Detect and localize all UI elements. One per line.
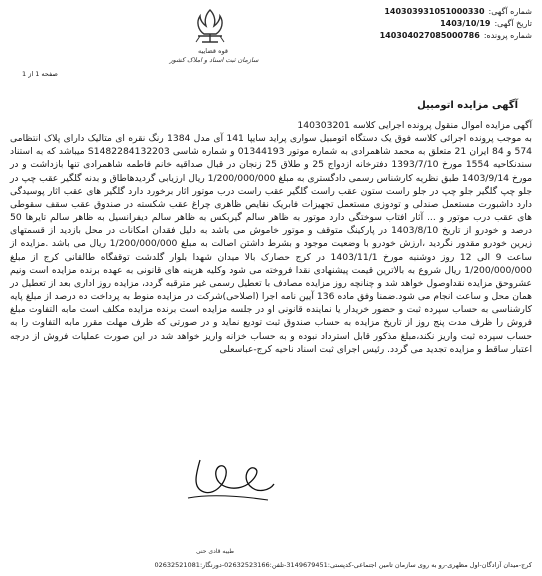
signer-name: طیبه قادی حنی — [196, 548, 235, 555]
document-title: آگهی مزایده اتومبیل — [417, 100, 518, 111]
meta-notice-date — [292, 18, 532, 30]
meta-value: 140303931051000330 — [384, 7, 485, 16]
meta-value: 1403/10/19 — [440, 19, 491, 28]
org-name: قوه قضاییه — [198, 47, 228, 55]
org-subname: سازمان ثبت اسناد و املاک کشور — [169, 56, 259, 64]
meta-label: تاریخ آگهی: — [494, 19, 532, 28]
meta-label: شماره آگهی: — [488, 7, 532, 16]
document-body — [10, 119, 532, 356]
judiciary-emblem-icon — [188, 6, 232, 46]
meta-case-number — [292, 30, 532, 42]
office-address: کرج-میدان آزادگان-اول مظهری-رو به روی سازمان تامین اجتماعی-کدپستی:3149679451-تلفن:02632523166-دورنگار:02632521081 — [154, 561, 532, 569]
meta-notice-number — [292, 6, 532, 18]
handwritten-signature — [170, 440, 280, 510]
emblem — [188, 6, 232, 46]
body-paragraph-main: به موجب پرونده اجرائی کلاسه فوق یک دستگاه اتومبیل سواری پراید سایپا 141 آی مدل 1384 رنگ نقره ای متالیک دارای پلاک انتظامی 574 و 84 ایران 21 متعلق به محمد شاهمرادی به شماره موتور 01344193 و شماره شاسی S1482284132203 میباشد که به استناد سندنکاحیه 1554 مورخ 1393/7/10 دفترخانه ازدواج 25 و طلاق 25 زنجان در قبال صداقیه خانم فاطمه شاهمرادی تنها بازداشت و در مورخ 1403/9/14 طبق نظریه کارشناس رسمی دادگستری به مبلغ 1/200/000/000 ریال ارزیابی گردیدهاطاق و بدنه گلگیر عقب چپ در جلو چپ گلگیر جلو چپ در جلو راست ستون عقب راست گلگیر عقب راست درب موتور اثار برخورد دارد گلگیر های عقب اثار پوسیدگی دارد داشبورت مستعمل صندلی و تودوزی مستعمل تجهیزات فابریک نقایص ظاهری چراغ عقب شکسته در صندوق عقب سقف سقوطی های عقب درب موتور و ... آثار افتاب سوختگی دارد موتور به ظاهر سالم گیربکس به ظاهر سالم دیفرانسیل به ظاهر سالم تایرها 50 درصد و خودرو از تاریخ 1403/8/10 در پارکینگ متوقف و موتور خاموش می باشد به دلیل فقدان امکانات در محل بازدید از قسمتهای زیرین خودرو مقدور نگردید ،ارزش خودرو با وضعیت موجود و بشرط داشتن اصالت به مبلغ 1/200/000/000 ریال می باشد .مزایده از ساعت 9 الی 12 روز دوشنبه مورخ 1403/11/1 در کرج حصارک بالا میدان شهدا بلوار گلدشت توقفگاه طالقانی کرج از مبلغ 1/200/000/000 ریال شروع به بالاترین قیمت پیشنهادی نقدا فروخته می شود وکلیه هزینه های قانونی به عهده برنده مزایده است ونیم عشروحق مزایده نقداوصول خواهد شد و چنانچه روز مزایده مصادف با تعطیل رسمی غیر مترقبه گردد، مزایده روز اداری بعد از تعطیل در همان محل و ساعت انجام می شود.ضمنا وفق ماده 136 آیین نامه اجرا (اصلاحی)شرکت در مزایده منوط به پرداخت ده درصد از مبلغ پایه کارشناسی به حساب سپرده ثبت و حضور خریدار یا نماینده قانونی او در جلسه مزایده است برنده مزایده مکلف است مابه التفاوت مبلغ فروش را ظرف مدت پنج روز از تاریخ مزایده به حساب صندوق ثبت تودیع نماید و در صورتی که ظرف مهلت مقرر مابه التفاوت را به حساب سپرده ثبت واریز نکند،مبلغ مذکور قابل استرداد نبوده و به حساب خزانه واریز خواهد شد در این صورت عملیات فروش از درجه اعتبار ساقط و مزایده تجدید می گردد. رئیس اجرای ثبت اسناد ناحیه کرج-عباسعلی — [10, 133, 533, 355]
meta-value: 140304027085000786 — [379, 31, 480, 40]
meta-label: شماره پرونده: — [483, 31, 532, 40]
notice-meta — [292, 6, 532, 42]
page-number: صفحه 1 از 1 — [22, 70, 58, 78]
body-paragraph-heading: آگهی مزایده اموال منقول پرونده اجرایی کلاسه 140303201 — [297, 120, 532, 131]
